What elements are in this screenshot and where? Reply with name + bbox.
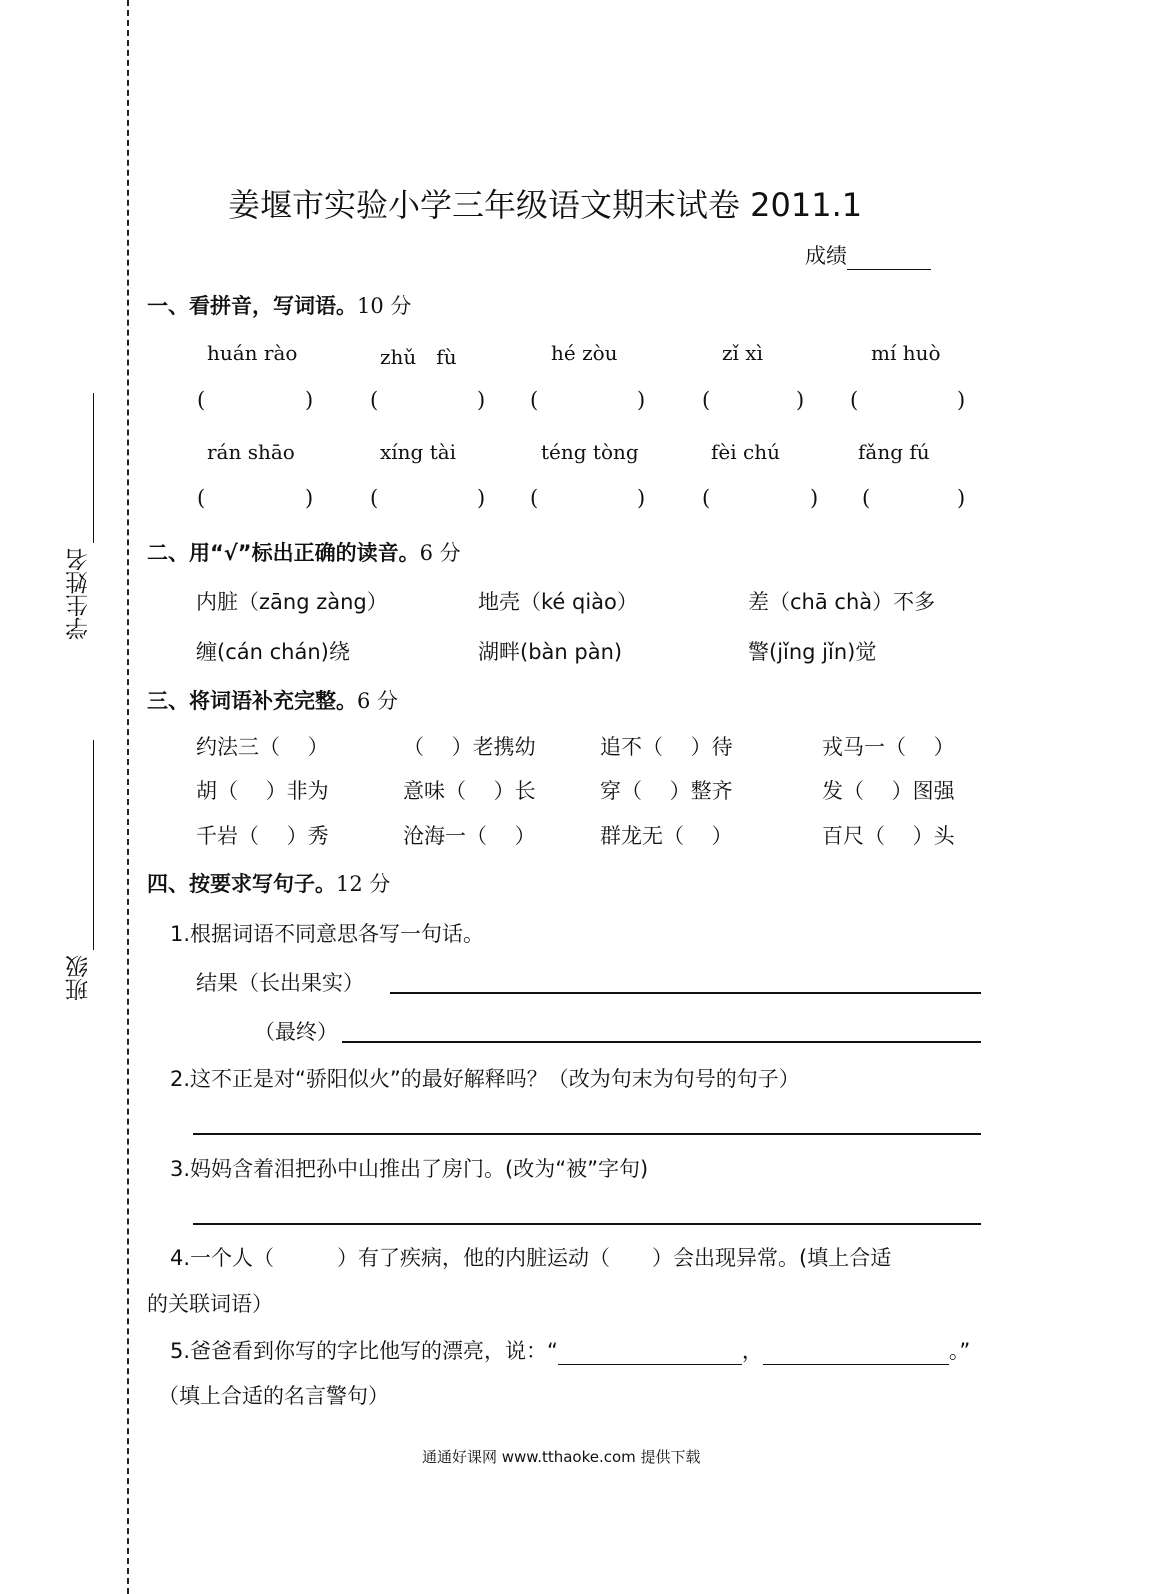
answer-blank-5a: [558, 1342, 742, 1365]
answer-line-3: [193, 1223, 981, 1225]
section3-points: 6 分: [357, 689, 399, 713]
answer-box-7-close: ): [477, 486, 486, 510]
answer-box-2: (: [370, 388, 379, 412]
answer-box-3: (: [530, 388, 539, 412]
student-name-blank: [93, 393, 94, 543]
answer-box-8: (: [530, 486, 539, 510]
idiom-9: 千岩（ ）秀: [196, 824, 329, 848]
answer-box-4: (: [702, 388, 711, 412]
idiom-1: 约法三（ ）: [196, 735, 329, 759]
answer-box-2-close: ): [477, 388, 486, 412]
question-1a-label: 结果（长出果实）: [196, 971, 364, 995]
pinyin-1: huán rào: [207, 341, 298, 365]
idiom-11: 群龙无（ ）: [600, 824, 733, 848]
reading-item-5: 湖畔(bàn pàn): [478, 640, 623, 664]
class-blank: [93, 740, 94, 950]
question-5-line2: （填上合适的名言警句）: [158, 1384, 389, 1408]
question-5-line1: 5.爸爸看到你写的字比他写的漂亮，说：“ ， 。”: [170, 1339, 971, 1363]
section3-heading: 三、将词语补充完整。6 分: [147, 689, 399, 713]
question-4-line1: 4.一个人（ ）有了疾病，他的内脏运动（ ）会出现异常。(填上合适: [170, 1246, 892, 1270]
question-1b-label: （最终）: [254, 1020, 338, 1044]
pinyin-10: fǎng fú: [858, 440, 930, 464]
answer-box-7: (: [370, 486, 379, 510]
question-4-line2: 的关联词语）: [147, 1292, 273, 1316]
class-label: 班级: [66, 955, 92, 1001]
page-title: 姜堰市实验小学三年级语文期末试卷 2011.1: [228, 186, 863, 224]
answer-box-6: (: [197, 486, 206, 510]
answer-box-4-close: ): [796, 388, 805, 412]
idiom-8: 发（ ）图强: [822, 779, 955, 803]
reading-item-3: 差（chā chà）不多: [748, 590, 936, 614]
pinyin-8: téng tòng: [541, 440, 639, 464]
answer-box-1-close: ): [305, 388, 314, 412]
pinyin-7: xíng tài: [380, 440, 457, 464]
footer-credit: 通通好课网 www.tthaoke.com 提供下载: [422, 1448, 701, 1466]
question-2: 2.这不正是对“骄阳似火”的最好解释吗？（改为句末为句号的句子）: [170, 1067, 800, 1091]
idiom-7: 穿（ ）整齐: [600, 779, 733, 803]
score-field: [805, 240, 931, 270]
pinyin-6: rán shāo: [207, 440, 295, 464]
student-name-label: 学生姓名: [66, 548, 92, 640]
question-1: 1.根据词语不同意思各写一句话。: [170, 922, 485, 946]
pinyin-2: zhǔ fù: [380, 345, 457, 369]
idiom-2: （ ）老携幼: [403, 735, 536, 759]
reading-item-6: 警(jǐng jǐn)觉: [748, 640, 877, 664]
binding-dashed-line: [127, 0, 129, 1594]
section4-points: 12 分: [336, 872, 391, 896]
answer-line-1a: [390, 992, 981, 994]
section4-heading: 四、按要求写句子。12 分: [147, 872, 391, 896]
reading-item-2: 地壳（ké qiào）: [478, 590, 638, 614]
answer-line-2: [193, 1133, 981, 1135]
reading-item-1: 内脏（zāng zàng）: [196, 590, 388, 614]
idiom-5: 胡（ ）非为: [196, 779, 329, 803]
answer-box-6-close: ): [305, 486, 314, 510]
answer-box-8-close: ): [637, 486, 646, 510]
reading-item-4: 缠(cán chán)绕: [196, 640, 350, 664]
pinyin-9: fèi chú: [711, 440, 780, 464]
answer-box-1: (: [197, 388, 206, 412]
section2-heading: 二、用“√”标出正确的读音。6 分: [147, 541, 461, 565]
answer-box-9: (: [702, 486, 711, 510]
idiom-3: 追不（ ）待: [600, 735, 733, 759]
section1-points: 10 分: [357, 294, 412, 318]
answer-box-5-close: ): [957, 388, 966, 412]
answer-blank-5b: [763, 1342, 949, 1365]
section1-heading: 一、看拼音，写词语。10 分: [147, 294, 412, 318]
idiom-4: 戎马一（ ）: [822, 735, 955, 759]
answer-line-1b: [342, 1041, 981, 1043]
answer-box-9-close: ): [810, 486, 819, 510]
answer-box-3-close: ): [637, 388, 646, 412]
pinyin-3: hé zòu: [551, 341, 618, 365]
idiom-12: 百尺（ ）头: [822, 824, 955, 848]
pinyin-5: mí huò: [871, 341, 941, 365]
idiom-6: 意味（ ）长: [403, 779, 536, 803]
score-blank: [847, 245, 931, 270]
question-3: 3.妈妈含着泪把孙中山推出了房门。(改为“被”字句): [170, 1157, 649, 1181]
pinyin-4: zǐ xì: [722, 341, 763, 365]
answer-box-10-close: ): [957, 486, 966, 510]
idiom-10: 沧海一（ ）: [403, 824, 536, 848]
score-label: 成绩: [805, 244, 847, 268]
section2-points: 6 分: [419, 541, 461, 565]
answer-box-5: (: [850, 388, 859, 412]
answer-box-10: (: [862, 486, 871, 510]
